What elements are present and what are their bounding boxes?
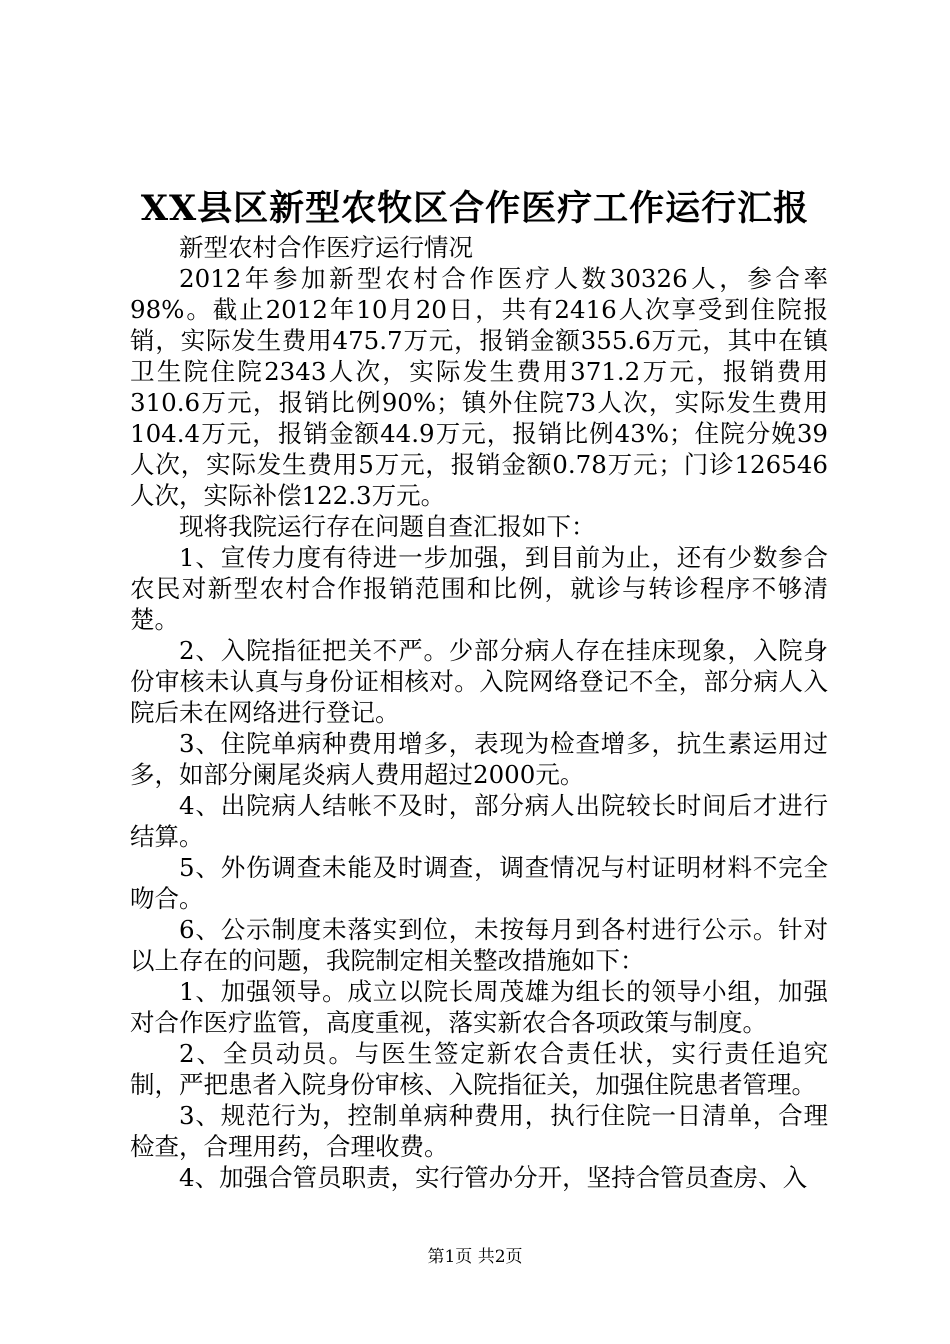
paragraph-measure-2: 2、全员动员。与医生签定新农合责任状，实行责任追究制，严把患者入院身份审核、入院指征关，加强住院患者管理。 bbox=[130, 1039, 828, 1099]
page-footer bbox=[0, 1245, 950, 1269]
document-title: XX县区新型农牧区合作医疗工作运行汇报 bbox=[140, 188, 810, 229]
paragraph-problem-2: 2、入院指征把关不严。少部分病人存在挂床现象，入院身份审核未认真与身份证相核对。入院网络登记不全，部分病人入院后未在网络进行登记。 bbox=[130, 636, 828, 727]
paragraph-problem-4: 4、出院病人结帐不及时，部分病人出院较长时间后才进行结算。 bbox=[130, 791, 828, 851]
paragraph-section-heading: 新型农村合作医疗运行情况 bbox=[179, 233, 473, 262]
page-total: 共2页 bbox=[477, 1247, 523, 1267]
paragraph-self-check-intro: 现将我院运行存在问题自查汇报如下： bbox=[179, 512, 596, 541]
paragraph-problem-6: 6、公示制度未落实到位，未按每月到各村进行公示。针对以上存在的问题，我院制定相关整改措施如下： bbox=[130, 915, 828, 975]
paragraph-problem-1: 1、宣传力度有待进一步加强，到目前为止，还有少数参合农民对新型农村合作报销范围和比例，就诊与转诊程序不够清楚。 bbox=[130, 543, 828, 634]
document-body bbox=[130, 232, 828, 1193]
paragraph-statistics: 2012年参加新型农村合作医疗人数30326人，参合率98%。截止2012年10月20日，共有2416人次享受到住院报销，实际发生费用475.7万元，报销金额355.6万元，其中在镇卫生院住院2343人次，实际发生费用371.2万元，报销费用310.6万元，报销比例90%；镇外住院73人次，实际发生费用104.4万元，报销金额44.9万元，报销比例43%；住院分娩39人次，实际发生费用5万元，报销金额0.78万元；门诊126546人次，实际补偿122.3万元。 bbox=[130, 264, 828, 510]
paragraph-measure-3: 3、规范行为，控制单病种费用，执行住院一日清单，合理检查，合理用药，合理收费。 bbox=[130, 1101, 828, 1161]
paragraph-problem-5: 5、外伤调查未能及时调查，调查情况与村证明材料不完全吻合。 bbox=[130, 853, 828, 913]
page-number: 第1页 bbox=[427, 1247, 473, 1267]
paragraph-problem-3: 3、住院单病种费用增多，表现为检查增多，抗生素运用过多，如部分阑尾炎病人费用超过2000元。 bbox=[130, 729, 828, 789]
paragraph-measure-4: 4、加强合管员职责，实行管办分开，坚持合管员查房、入 bbox=[179, 1163, 808, 1192]
paragraph-measure-1: 1、加强领导。成立以院长周茂雄为组长的领导小组，加强对合作医疗监管，高度重视，落实新农合各项政策与制度。 bbox=[130, 977, 828, 1037]
